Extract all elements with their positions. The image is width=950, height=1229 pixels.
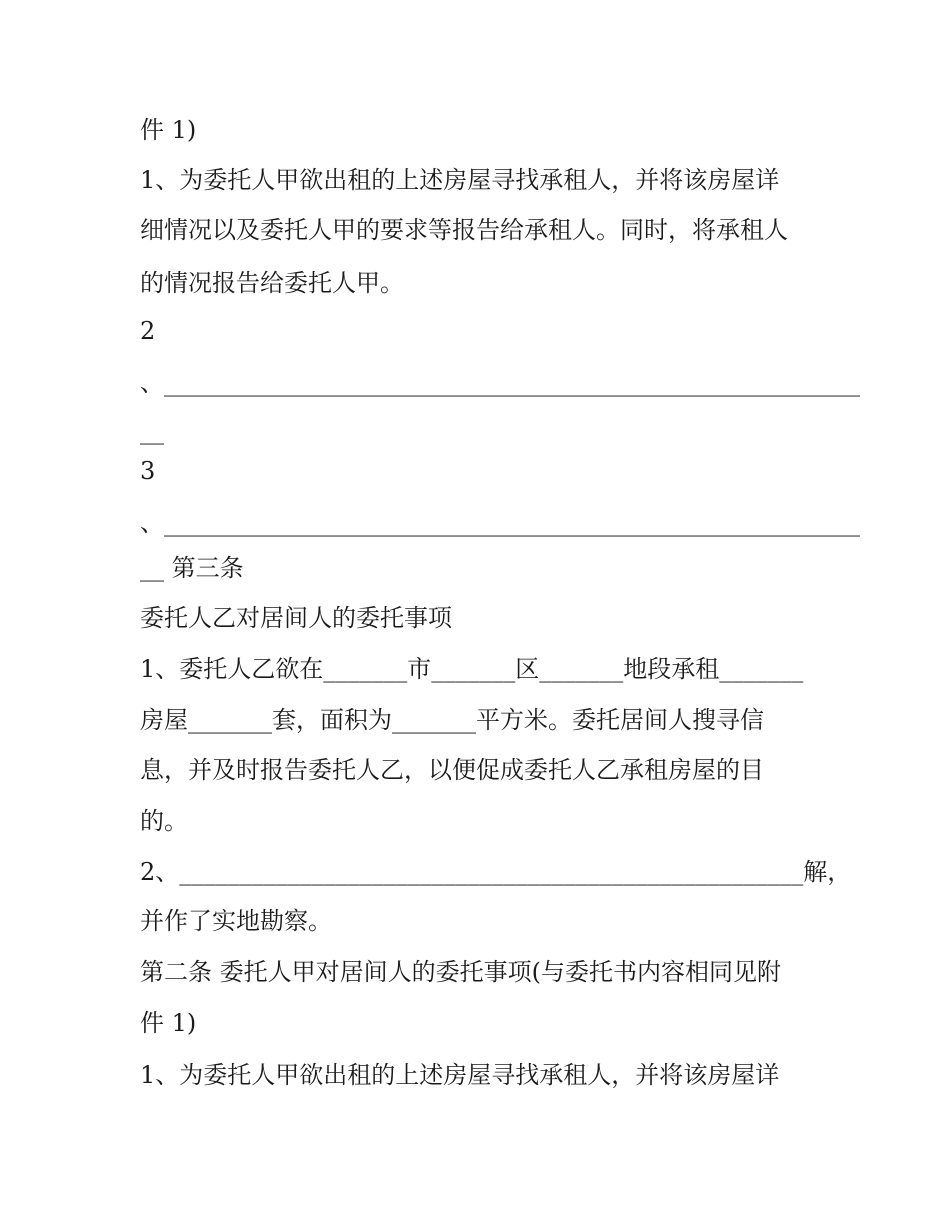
text-line: 、__________________________________________________________ xyxy=(140,509,860,537)
text-line: 件 1) xyxy=(140,1009,197,1037)
text-line: 2 xyxy=(140,317,156,345)
text-line: 第二条 委托人甲对居间人的委托事项(与委托书内容相同见附 xyxy=(140,958,781,986)
text-line: 、__________________________________________________________ xyxy=(140,369,860,397)
text-line: 1、委托人乙欲在_______市_______区_______地段承租_______ xyxy=(140,655,804,683)
text-line: __ 第三条 xyxy=(140,554,244,582)
text-line: __ xyxy=(140,417,164,445)
text-line: 房屋_______套，面积为_______平方米。委托居间人搜寻信 xyxy=(140,706,764,734)
text-line: 细情况以及委托人甲的要求等报告给承租人。同时，将承租人 xyxy=(140,216,788,244)
text-line: 3 xyxy=(140,457,156,485)
text-line: 2、____________________________________________________解， xyxy=(140,858,852,886)
text-line: 1、为委托人甲欲出租的上述房屋寻找承租人，并将该房屋详 xyxy=(140,166,780,194)
text-line: 件 1) xyxy=(140,116,197,144)
text-line: 的情况报告给委托人甲。 xyxy=(140,269,404,297)
text-line: 息，并及时报告委托人乙，以便促成委托人乙承租房屋的目 xyxy=(140,756,764,784)
text-line: 的。 xyxy=(140,807,188,835)
text-line: 1、为委托人甲欲出租的上述房屋寻找承租人，并将该房屋详 xyxy=(140,1061,780,1089)
text-line: 并作了实地勘察。 xyxy=(140,907,332,935)
text-line: 委托人乙对居间人的委托事项 xyxy=(140,604,452,632)
